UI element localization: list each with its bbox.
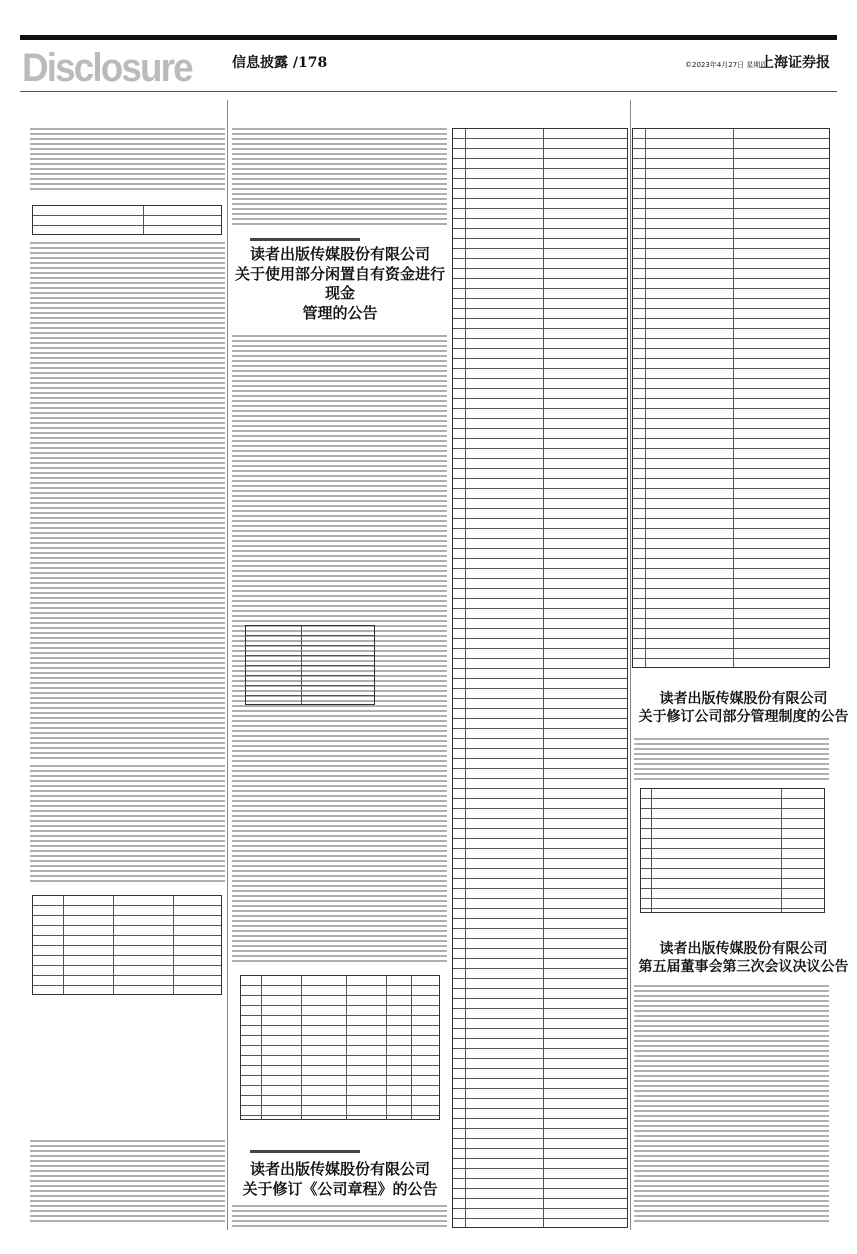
newspaper-logo: 上海证券报 xyxy=(760,55,830,71)
data-table xyxy=(32,895,222,995)
article-headline xyxy=(630,690,857,726)
headline-line: 关于使用部分闲置自有资金进行现金 xyxy=(234,264,445,302)
masthead-divider xyxy=(20,91,837,92)
body-text xyxy=(30,242,225,760)
column-divider xyxy=(630,100,631,1230)
headline-line: 关于修订公司部分管理制度的公告 xyxy=(638,709,849,726)
body-text xyxy=(634,738,829,783)
company-name: 读者出版传媒股份有限公司 xyxy=(659,941,828,957)
stock-code-line xyxy=(250,238,360,241)
section-title: 信息披露 /178 xyxy=(232,55,328,71)
amendment-table xyxy=(632,128,830,668)
masthead-bar xyxy=(20,35,837,40)
body-text xyxy=(232,1205,447,1230)
headline-line: 关于修订《公司章程》的公告 xyxy=(242,1179,438,1198)
body-text xyxy=(634,985,829,1225)
column-divider xyxy=(227,100,228,1230)
data-table xyxy=(32,205,222,235)
article-headline xyxy=(230,1160,450,1199)
article-headline xyxy=(630,940,857,976)
headline-line: 第五届董事会第三次会议决议公告 xyxy=(638,959,849,976)
body-text xyxy=(30,128,225,190)
data-table xyxy=(240,975,440,1120)
company-name: 读者出版传媒股份有限公司 xyxy=(249,245,430,263)
issue-date: ©2023年4月27日 星期四 xyxy=(685,61,768,69)
headline-line: 管理的公告 xyxy=(302,303,378,322)
company-name: 读者出版传媒股份有限公司 xyxy=(659,691,828,707)
body-text xyxy=(30,1140,225,1225)
body-text xyxy=(30,765,225,885)
article-headline xyxy=(230,245,450,323)
data-table xyxy=(245,625,375,705)
body-text xyxy=(232,128,447,228)
data-table xyxy=(640,788,825,913)
amendment-table xyxy=(452,128,628,1228)
company-name: 读者出版传媒股份有限公司 xyxy=(249,1160,430,1178)
brand-logo: Disclosure xyxy=(22,46,192,90)
stock-code-line xyxy=(250,1150,360,1153)
